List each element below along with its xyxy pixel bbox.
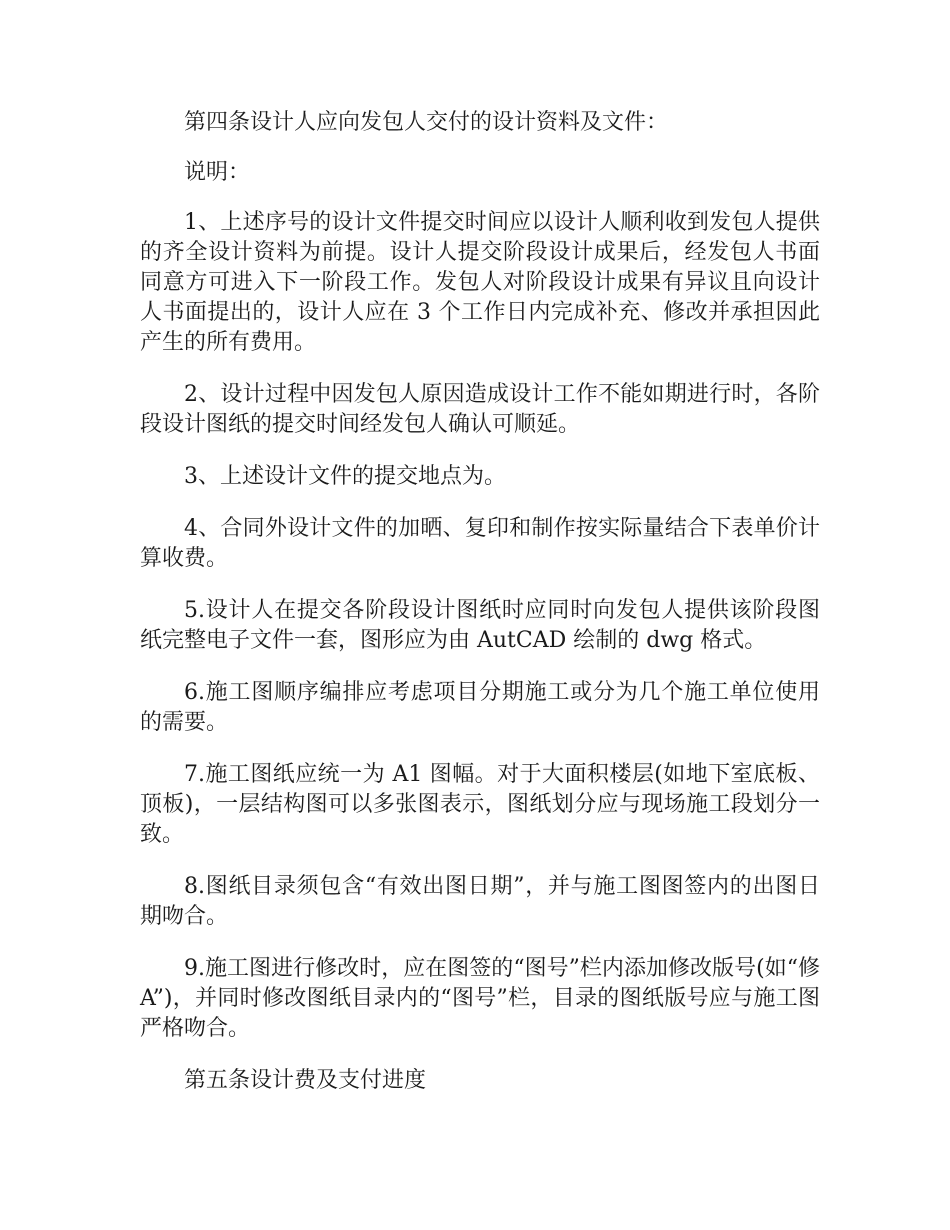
note-item-3: 3、上述设计文件的提交地点为。 — [184, 464, 506, 489]
note-item-6: 6.施工图顺序编排应考虑项目分期施工或分为几个施工单位使用的需要。 — [140, 680, 820, 735]
document-body — [140, 108, 820, 1116]
note-item-1: 1、上述序号的设计文件提交时间应以设计人顺利收到发包人提供的齐全设计资料为前提。设计人提交阶段设计成果后，经发包人书面同意方可进入下一阶段工作。发包人对阶段设计成果有异议且向设计人书面提出的，设计人应在 3 个工作日内完成补充、修改并承担因此产生的所有费用。 — [140, 210, 820, 355]
note-item-2: 2、设计过程中因发包人原因造成设计工作不能如期进行时，各阶段设计图纸的提交时间经发包人确认可顺延。 — [140, 382, 820, 437]
article-5-heading: 第五条设计费及支付进度 — [184, 1068, 427, 1093]
article-4-heading: 第四条设计人应向发包人交付的设计资料及文件： — [184, 110, 669, 135]
note-item-4: 4、合同外设计文件的加晒、复印和制作按实际量结合下表单价计算收费。 — [140, 516, 820, 571]
explanation-label: 说明： — [184, 160, 251, 185]
note-item-7: 7.施工图纸应统一为 A1 图幅。对于大面积楼层(如地下室底板、顶板)，一层结构图可以多张图表示，图纸划分应与现场施工段划分一致。 — [140, 762, 820, 847]
note-item-5: 5.设计人在提交各阶段设计图纸时应同时向发包人提供该阶段图纸完整电子文件一套，图形应为由 AutCAD 绘制的 dwg 格式。 — [140, 598, 820, 653]
note-item-8: 8.图纸目录须包含“有效出图日期”，并与施工图图签内的出图日期吻合。 — [140, 874, 820, 929]
note-item-9: 9.施工图进行修改时，应在图签的“图号”栏内添加修改版号(如“修 A”)，并同时修改图纸目录内的“图号”栏，目录的图纸版号应与施工图严格吻合。 — [140, 956, 820, 1041]
